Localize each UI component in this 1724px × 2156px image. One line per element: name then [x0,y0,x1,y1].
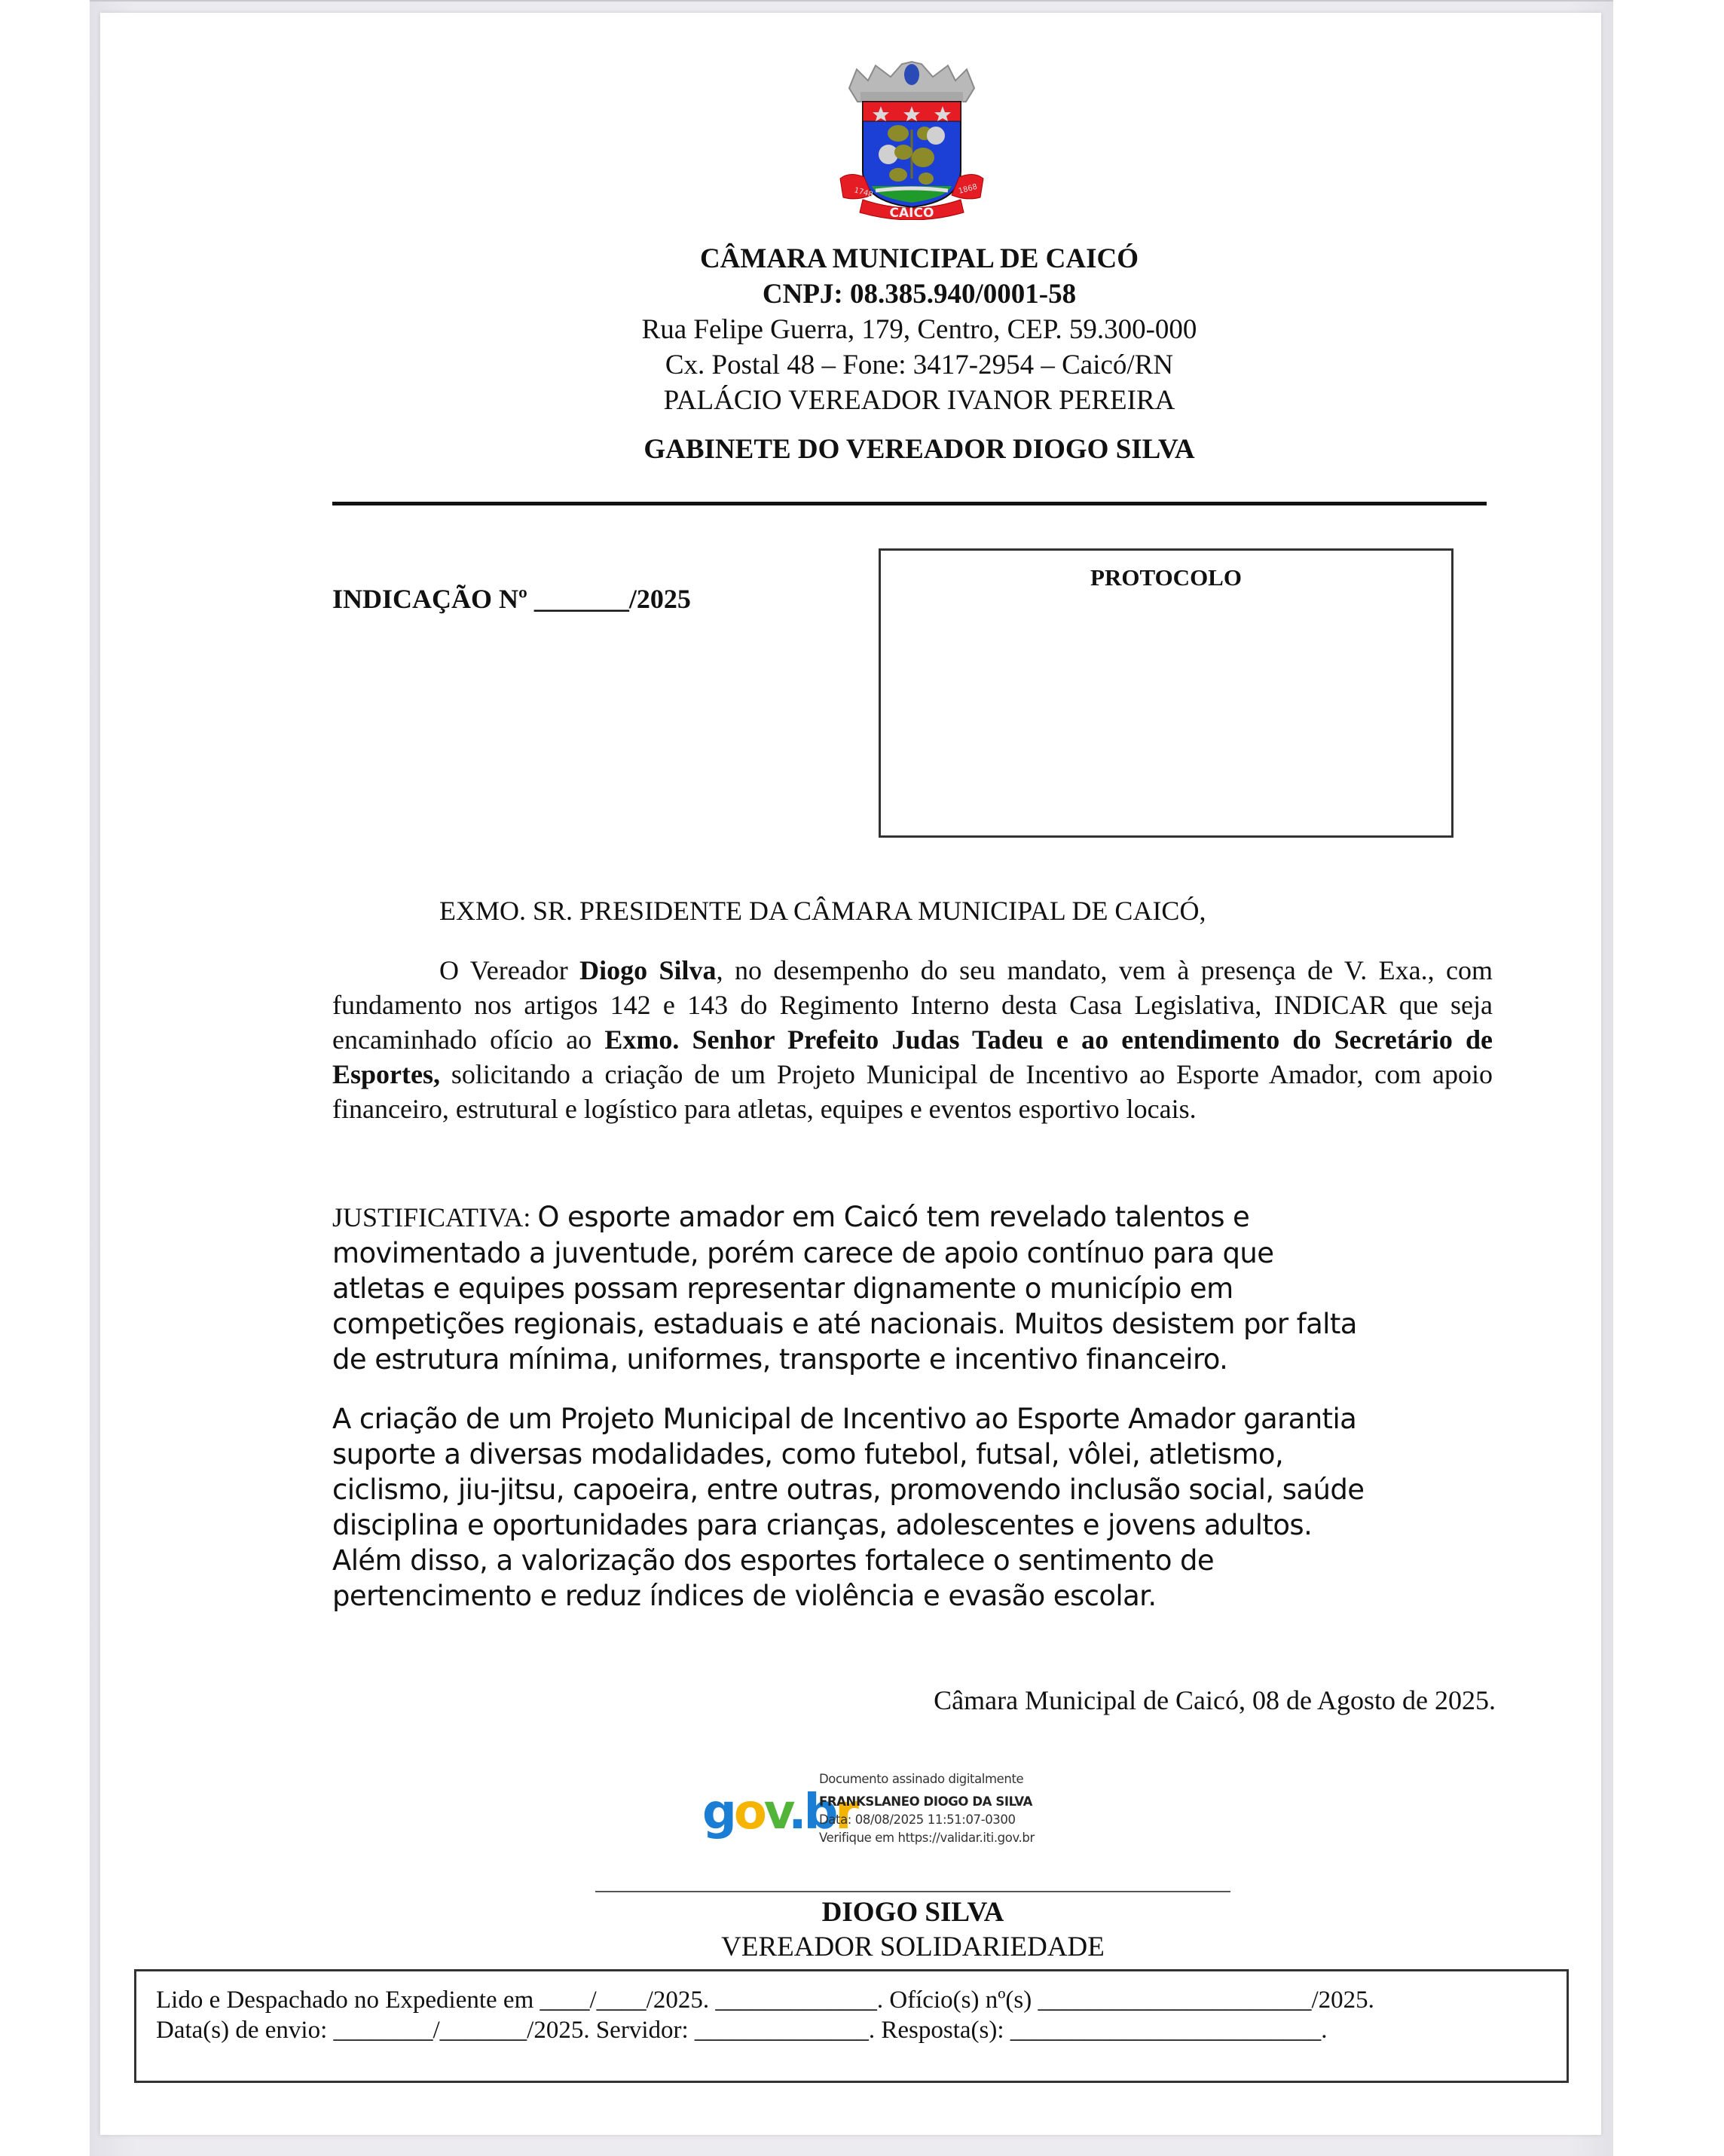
text-line: ciclismo, jiu-jitsu, capoeira, entre outras, promovendo inclusão social, saúde [332,1473,1365,1506]
body-text: , no desempenho do seu mandato, vem à presença de V. Exa., com fundamento nos artigos 142 e 143 do Regimento Interno desta Casa Legislativa, INDICAR que seja encaminhado ofício ao [332,955,1493,1055]
text-line: de estrutura mínima, uniformes, transporte e incentivo financeiro. [332,1343,1228,1376]
text-line: disciplina e oportunidades para crianças, adolescentes e jovens adultos. [332,1509,1313,1541]
protocolo-label: PROTOCOLO [1090,564,1242,591]
signature-line [595,1891,1230,1892]
body-paragraph [332,953,1493,1126]
text-line: O esporte amador em Caicó tem revelado talentos e [537,1201,1250,1233]
place-date: Câmara Municipal de Caicó, 08 de Agosto de 2025. [934,1685,1496,1715]
body-text: O Vereador [439,955,580,985]
svg-text:1868: 1868 [957,182,979,196]
signer-role: VEREADOR SOLIDARIEDADE [721,1932,1105,1962]
body-bold-recipient: Exmo. Senhor Prefeito Judas Tadeu e ao entendimento do Secretário de Esportes, [332,1025,1493,1089]
svg-text:1748: 1748 [853,186,874,200]
justificativa-paragraph-2 [332,1401,1508,1614]
signer-name: DIOGO SILVA [821,1897,1004,1928]
text-line: A criação de um Projeto Municipal de Incentivo ao Esporte Amador garantia [332,1403,1357,1435]
coat-of-arms-icon [834,58,989,220]
protocolo-box [879,548,1453,838]
stamp-title: Documento assinado digitalmente [819,1772,1024,1786]
justificativa-label: JUSTIFICATIVA: [332,1202,538,1232]
justificativa-paragraph-1 [332,1199,1508,1377]
digital-signature-stamp [819,1770,1035,1847]
palace-name: PALÁCIO VEREADOR IVANOR PEREIRA [663,385,1175,416]
text-line: suporte a diversas modalidades, como futebol, futsal, vôlei, atletismo, [332,1438,1284,1470]
address: Rua Felipe Guerra, 179, Centro, CEP. 59.300-000 [641,314,1197,345]
stamp-signer: FRANKSLANEO DIOGO DA SILVA [819,1794,1033,1809]
text-line: atletas e equipes possam representar dignamente o município em [332,1272,1233,1305]
contact-info: Cx. Postal 48 – Fone: 3417-2954 – Caicó/RN [665,350,1174,380]
stamp-verify-link: Verifique em https://validar.iti.gov.br [819,1831,1035,1845]
svg-text:CAICÓ: CAICÓ [889,206,934,220]
text-line: movimentado a juventude, porém carece de apoio contínuo para que [332,1237,1274,1269]
stamp-date: Data: 08/08/2025 11:51:07-0300 [819,1812,1016,1827]
dispatch-line-2: Data(s) de envio: ________/_______/2025. Servidor: ______________. Resposta(s): _________________________. [156,2017,1328,2044]
text-line: Além disso, a valorização dos esportes fortalece o sentimento de [332,1544,1215,1577]
header-divider [332,502,1487,505]
body-text: solicitando a criação de um Projeto Municipal de Incentivo ao Esporte Amador, com apoio financeiro, estrutural e logístico para atletas, equipes e eventos esportivo locais. [332,1059,1493,1124]
indicacao-number: INDICAÇÃO Nº _______/2025 [332,584,691,614]
text-line: competições regionais, estaduais e até nacionais. Muitos desistem por falta [332,1308,1357,1340]
govbr-logo-icon: gov.br [702,1785,856,1840]
office-title: GABINETE DO VEREADOR DIOGO SILVA [643,434,1195,465]
text-line: pertencimento e reduz índices de violência e evasão escolar. [332,1580,1157,1612]
body-bold-name: Diogo Silva [579,955,717,985]
institution-name: CÂMARA MUNICIPAL DE CAICÓ [699,243,1139,274]
cnpj: CNPJ: 08.385.940/0001-58 [762,279,1077,310]
dispatch-line-1: Lido e Despachado no Expediente em ____/____/2025. _____________. Ofício(s) nº(s) ______________________/2025. [156,1987,1374,2014]
salutation: EXMO. SR. PRESIDENTE DA CÂMARA MUNICIPAL DE CAICÓ, [439,896,1206,926]
dispatch-box [134,1969,1569,2083]
